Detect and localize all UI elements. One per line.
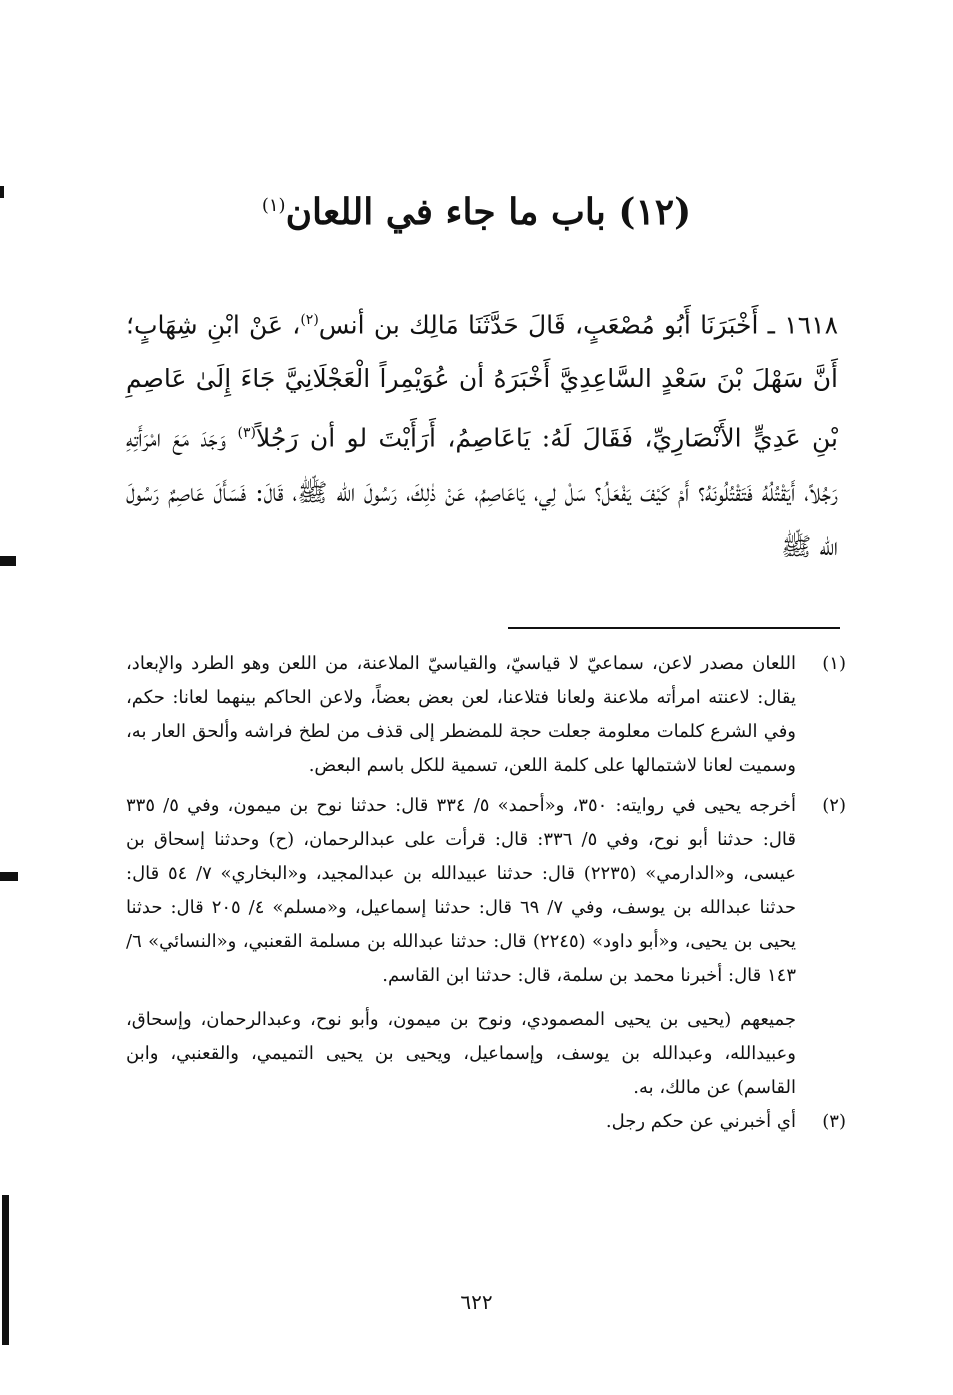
- chapter-title-text: (١٢) باب ما جاء في اللعان: [285, 191, 692, 233]
- footnotes: [126, 647, 846, 1139]
- footnote-number: (٢): [822, 795, 846, 816]
- hadith-segment: ، عَنْ ابْنِ شِهَابٍ؛ أَنَّ سَهْلَ بْنَ سَعْدٍ السَّاعِدِيَّ أَخْبَرَهُ أن عُوَيْمِراً الْعَجْلَانِيَّ جَاءَ إِلَىٰ عَاصِمِ بْنِ عَدِيٍّ الأَنْصَارِيِّ، فَقَالَ لَهُ: يَاعَاصِمُ، أَرَأَيْتَ لو أن رَجُلاً: [126, 310, 839, 453]
- footnote-text: أخرجه يحيى في روايته: ٣٥٠، و«أحمد» ٥/ ٣٣٤ قال: حدثنا نوح بن ميمون، وفي ٥/ ٣٣٥ قال: حدثنا أبو نوح، وفي ٥/ ٣٣٦: قال: قرأت على عبدالرحمان، (ح) وحدثنا إسحاق بن عيسى، و«الدارمي» (٢٢٣٥) قال: حدثنا عبيدالله بن عبدالمجيد، و«البخاري» ٧/ ٥٤ قال: حدثنا عبدالله بن يوسف، وفي ٧/ ٦٩ قال: حدثنا إسماعيل، و«مسلم» ٤/ ٢٠٥ قال: حدثنا يحيى بن يحيى، و«أبو داود» (٢٢٤٥) قال: حدثنا عبدالله بن مسلمة القعنبي، و«النسائي» ٦/ ١٤٣ قال: أخبرنا محمد بن سلمة، قال: حدثنا ابن القاسم.: [126, 795, 797, 986]
- footnote-divider: [508, 627, 840, 629]
- footnote: [126, 1105, 846, 1139]
- footnote-ref: (٢): [300, 312, 319, 328]
- footnote-number: (١): [822, 653, 846, 674]
- hadith-text: [126, 293, 838, 574]
- footnote-number: (٣): [822, 1111, 846, 1132]
- footnote-ref: (٣): [237, 425, 256, 442]
- footnote: [126, 647, 846, 783]
- chapter-footnote-ref: (١): [261, 195, 286, 216]
- margin-mark: [0, 872, 18, 881]
- chapter-title: [0, 178, 953, 240]
- footnote-text: أي أخبرني عن حكم رجل.: [605, 1111, 796, 1132]
- footnote: [126, 789, 846, 993]
- footnote-continuation: جميعهم (يحيى بن يحيى المصمودي، ونوح بن ميمون، وأبو نوح، وعبدالرحمان، وإسحاق، وعبيدالله، وعبدالله بن يوسف، وإسماعيل، ويحيى بن يحيى التميمي، والقعنبي، وابن القاسم) عن مالك، به.: [126, 1009, 796, 1098]
- margin-mark: [0, 556, 16, 566]
- margin-mark: [2, 1195, 9, 1345]
- page-number: ٦٢٢: [460, 1290, 493, 1314]
- footnote-text: اللعان مصدر لاعن، سماعيّ لا قياسيّ، والقياسيّ الملاعنة، من اللعن وهو الطرد والإبعاد، يقال: لاعنته امرأته ملاعنة ولعانا فتلاعنا، لعن بعض بعضاً، ولاعن الحاكم بينهما لعانا: حكم، وفي الشرع كلمات معلومة جعلت حجة للمضطر إلى قذف من لطخ فراشه وألحق العار به، وسميت لعانا لاشتمالها على كلمة اللعن، تسمية للكل باسم البعض.: [126, 653, 796, 776]
- hadith-segment: ١٦١٨ ـ أَخْبَرَنَا أَبُو مُصْعَبٍ، قَالَ حَدَّثَنَا مَالِك بن أنس: [318, 310, 838, 340]
- hadith-segment: وَجَدَ مَعَ امْرَأَتِهِ رَجُلاً، أَيَقْتُلُهُ فَتَقْتُلُونَهُ؟ أَمْ كَيْفَ يَفْعَلُ؟ سَلْ لِي، يَاعَاصِمُ، عَنْ ذٰلِكَ، رَسُولَ الله ﷺ، قَالَ: فَسَأَلَ عَاصِمٌ رَسُولَ الله ﷺ: [126, 423, 838, 561]
